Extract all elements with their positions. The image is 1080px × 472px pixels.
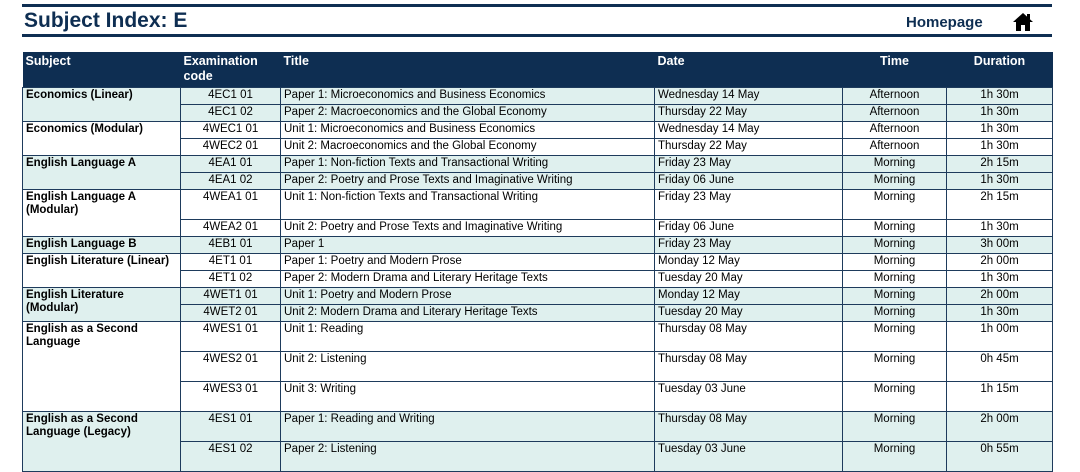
title-cell: Unit 1: Non-fiction Texts and Transactional Writing [281,190,655,220]
date-cell: Tuesday 03 June [655,382,843,412]
code-cell: 4WES3 01 [181,382,281,412]
table-row [23,254,1053,271]
title-cell: Unit 2: Poetry and Prose Texts and Imaginative Writing [281,220,655,237]
duration-cell: 2h 00m [947,288,1053,305]
duration-cell: 1h 30m [947,173,1053,190]
time-cell: Morning [843,254,947,271]
code-cell: 4ET1 01 [181,254,281,271]
duration-cell: 1h 30m [947,105,1053,122]
title-cell: Unit 2: Listening [281,352,655,382]
title-cell: Paper 1 [281,237,655,254]
table-row [23,412,1053,442]
column-header-duration: Duration [947,52,1053,88]
date-cell: Thursday 22 May [655,105,843,122]
table-row [23,190,1053,220]
header-bottom-rule [22,34,1052,37]
code-cell: 4WEC2 01 [181,139,281,156]
subject-cell: English Literature (Modular) [23,288,181,322]
table-row [23,237,1053,254]
title-cell: Unit 1: Poetry and Modern Prose [281,288,655,305]
title-cell: Paper 2: Poetry and Prose Texts and Imaginative Writing [281,173,655,190]
time-cell: Morning [843,322,947,352]
duration-cell: 2h 00m [947,254,1053,271]
date-cell: Friday 23 May [655,156,843,173]
date-cell: Wednesday 14 May [655,122,843,139]
title-cell: Paper 1: Non-fiction Texts and Transactional Writing [281,156,655,173]
title-cell: Paper 1: Poetry and Modern Prose [281,254,655,271]
time-cell: Morning [843,305,947,322]
date-cell: Thursday 08 May [655,322,843,352]
title-cell: Paper 1: Microeconomics and Business Economics [281,88,655,105]
subject-cell: English Literature (Linear) [23,254,181,288]
subject-cell: Economics (Linear) [23,88,181,122]
time-cell: Morning [843,271,947,288]
title-cell: Unit 1: Reading [281,322,655,352]
duration-cell: 1h 30m [947,220,1053,237]
code-cell: 4WEA1 01 [181,190,281,220]
code-cell: 4WEC1 01 [181,122,281,139]
time-cell: Morning [843,288,947,305]
code-cell: 4WET1 01 [181,288,281,305]
title-cell: Paper 2: Listening [281,442,655,472]
time-cell: Morning [843,442,947,472]
code-cell: 4EC1 01 [181,88,281,105]
table-row [23,156,1053,173]
table-header-row [23,52,1053,88]
date-cell: Friday 23 May [655,237,843,254]
subject-cell: Economics (Modular) [23,122,181,156]
duration-cell: 3h 00m [947,237,1053,254]
title-cell: Paper 2: Macroeconomics and the Global Economy [281,105,655,122]
table-row [23,288,1053,305]
homepage-link[interactable]: Homepage [906,14,983,31]
date-cell: Monday 12 May [655,254,843,271]
date-cell: Monday 12 May [655,288,843,305]
duration-cell: 1h 30m [947,305,1053,322]
time-cell: Afternoon [843,88,947,105]
code-cell: 4WEA2 01 [181,220,281,237]
code-cell: 4EA1 02 [181,173,281,190]
code-cell: 4ES1 02 [181,442,281,472]
code-cell: 4EA1 01 [181,156,281,173]
subject-cell: English as a Second Language [23,322,181,412]
date-cell: Thursday 22 May [655,139,843,156]
time-cell: Morning [843,352,947,382]
column-header-title: Title [281,52,655,88]
date-cell: Friday 06 June [655,173,843,190]
date-cell: Wednesday 14 May [655,88,843,105]
duration-cell: 1h 30m [947,122,1053,139]
duration-cell: 1h 30m [947,271,1053,288]
duration-cell: 1h 30m [947,139,1053,156]
date-cell: Tuesday 03 June [655,442,843,472]
code-cell: 4ET1 02 [181,271,281,288]
time-cell: Afternoon [843,139,947,156]
home-icon[interactable] [1012,12,1034,32]
time-cell: Morning [843,412,947,442]
subject-cell: English Language A (Modular) [23,190,181,237]
duration-cell: 1h 00m [947,322,1053,352]
table-row [23,88,1053,105]
time-cell: Morning [843,190,947,220]
date-cell: Tuesday 20 May [655,271,843,288]
title-cell: Unit 2: Macroeconomics and the Global Economy [281,139,655,156]
code-cell: 4WES1 01 [181,322,281,352]
table-row [23,122,1053,139]
time-cell: Afternoon [843,105,947,122]
duration-cell: 1h 15m [947,382,1053,412]
column-header-examination-code: Examination code [181,52,281,88]
page-title: Subject Index: E [24,9,188,32]
date-cell: Tuesday 20 May [655,305,843,322]
date-cell: Thursday 08 May [655,412,843,442]
date-cell: Thursday 08 May [655,352,843,382]
date-cell: Friday 06 June [655,220,843,237]
duration-cell: 1h 30m [947,88,1053,105]
code-cell: 4EB1 01 [181,237,281,254]
subject-cell: English Language B [23,237,181,254]
time-cell: Morning [843,220,947,237]
date-cell: Friday 23 May [655,190,843,220]
table-row [23,322,1053,352]
subject-index-table [22,52,1053,472]
header-top-rule [22,4,1052,7]
code-cell: 4WES2 01 [181,352,281,382]
title-cell: Unit 3: Writing [281,382,655,412]
title-cell: Unit 1: Microeconomics and Business Economics [281,122,655,139]
duration-cell: 2h 15m [947,156,1053,173]
duration-cell: 2h 00m [947,412,1053,442]
duration-cell: 0h 45m [947,352,1053,382]
duration-cell: 0h 55m [947,442,1053,472]
column-header-subject: Subject [23,52,181,88]
time-cell: Afternoon [843,122,947,139]
time-cell: Morning [843,382,947,412]
time-cell: Morning [843,173,947,190]
time-cell: Morning [843,156,947,173]
subject-cell: English Language A [23,156,181,190]
column-header-time: Time [843,52,947,88]
title-cell: Paper 1: Reading and Writing [281,412,655,442]
title-cell: Paper 2: Modern Drama and Literary Heritage Texts [281,271,655,288]
column-header-date: Date [655,52,843,88]
code-cell: 4ES1 01 [181,412,281,442]
subject-cell: English as a Second Language (Legacy) [23,412,181,472]
code-cell: 4EC1 02 [181,105,281,122]
duration-cell: 2h 15m [947,190,1053,220]
code-cell: 4WET2 01 [181,305,281,322]
time-cell: Morning [843,237,947,254]
title-cell: Unit 2: Modern Drama and Literary Heritage Texts [281,305,655,322]
